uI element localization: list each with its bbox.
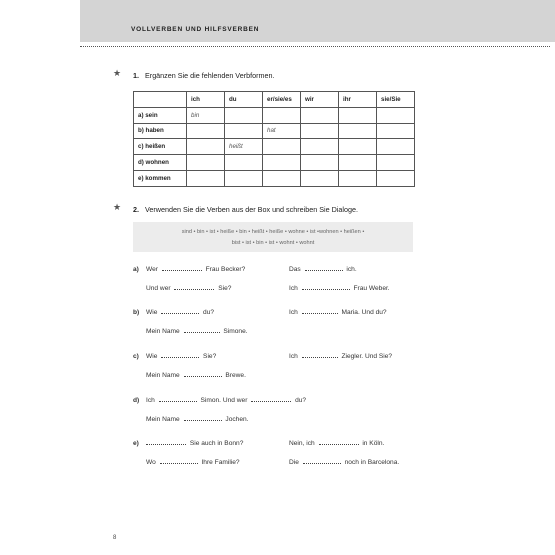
- table-cell: bin: [187, 107, 225, 123]
- star-icon: ★: [113, 68, 122, 78]
- word-box-line: bist • ist • bin • ist • wohnt • wohnt: [231, 240, 315, 246]
- dialog-label: c): [133, 353, 139, 360]
- dialog-text: Brewe.: [225, 372, 246, 379]
- answer-blank[interactable]: [161, 353, 199, 358]
- row-label: a) sein: [134, 107, 187, 123]
- dialog-a-line-1-right: [289, 266, 357, 273]
- dialog-text: Sie auch in Bonn?: [189, 440, 244, 447]
- dialog-a-line-2-right: [289, 285, 390, 292]
- table-row: [134, 139, 415, 155]
- dialog-e-line-1-left: [133, 440, 244, 447]
- table-cell: [187, 123, 225, 139]
- column-header: wir: [301, 92, 339, 108]
- table-cell: [301, 123, 339, 139]
- dialog-d-line-2: [146, 416, 249, 423]
- answer-blank[interactable]: [303, 459, 341, 464]
- table-cell: [339, 170, 377, 186]
- dialog-c-line-2-left: [146, 372, 246, 379]
- answer-blank[interactable]: [302, 285, 350, 290]
- table-cell: [377, 170, 415, 186]
- dialog-text: Das: [289, 266, 301, 273]
- row-label: d) wohnen: [134, 155, 187, 171]
- dialog-text: Ich: [289, 285, 298, 292]
- word-box: [133, 222, 413, 252]
- dialog-label: a): [133, 266, 139, 273]
- exercise-instruction: Ergänzen Sie die fehlenden Verbformen.: [145, 71, 275, 80]
- column-header: ich: [187, 92, 225, 108]
- dialog-text: Maria. Und du?: [341, 309, 387, 316]
- table-cell: [339, 123, 377, 139]
- dialog-text: Wo: [146, 459, 156, 466]
- exercise-instruction: Verwenden Sie die Verben aus der Box und schreiben Sie Dialoge.: [145, 205, 358, 214]
- table-row: [134, 170, 415, 186]
- verb-table: [133, 91, 415, 187]
- answer-blank[interactable]: [159, 397, 197, 402]
- table-cell: [187, 170, 225, 186]
- table-cell: [187, 139, 225, 155]
- table-cell: [263, 155, 301, 171]
- answer-blank[interactable]: [302, 309, 338, 314]
- row-label: e) kommen: [134, 170, 187, 186]
- table-cell: [377, 107, 415, 123]
- answer-blank[interactable]: [251, 397, 291, 402]
- dialog-text: Wie: [146, 309, 158, 316]
- answer-blank[interactable]: [160, 459, 198, 464]
- word-box-line: sind • bin • ist • heiße • bin • heißt • heiße • wohne • ist •wohnen • heißen •: [181, 229, 365, 235]
- table-cell: [301, 170, 339, 186]
- table-cell: [339, 107, 377, 123]
- page-number: 8: [113, 535, 117, 541]
- dialog-text: Sie?: [203, 353, 217, 360]
- dialog-e-line-2-right: [289, 459, 399, 466]
- dialog-text: Simon. Und wer: [200, 397, 248, 404]
- table-cell: [377, 123, 415, 139]
- dialog-text: Simone.: [223, 328, 248, 335]
- dialog-text: Ich: [289, 353, 298, 360]
- table-cell: [339, 139, 377, 155]
- table-cell: heißt: [225, 139, 263, 155]
- answer-blank[interactable]: [184, 328, 220, 333]
- table-cell: [301, 107, 339, 123]
- dialog-b-line-1-left: [133, 309, 215, 316]
- answer-blank[interactable]: [146, 440, 186, 445]
- dialog-text: Ich: [289, 309, 298, 316]
- dialog-label: b): [133, 309, 140, 316]
- dialog-text: Jochen.: [225, 416, 249, 423]
- dialog-label: d): [133, 397, 140, 404]
- row-label: b) haben: [134, 123, 187, 139]
- dialog-b-line-2-left: [146, 328, 248, 335]
- dialog-text: Ziegler. Und Sie?: [341, 353, 393, 360]
- dialog-text: Nein, ich: [289, 440, 315, 447]
- dotted-divider: [80, 46, 550, 47]
- table-cell: [225, 170, 263, 186]
- dialog-label: e): [133, 440, 139, 447]
- dialog-b-line-1-right: [289, 309, 387, 316]
- dialog-text: Wer: [146, 266, 158, 273]
- dialog-text: Ihre Familie?: [201, 459, 240, 466]
- dialog-text: du?: [203, 309, 215, 316]
- answer-blank[interactable]: [184, 372, 222, 377]
- dialog-text: Mein Name: [146, 372, 180, 379]
- dialog-text: Wie: [146, 353, 158, 360]
- dialog-text: Und wer: [146, 285, 171, 292]
- dialog-e-line-2-left: [146, 459, 240, 466]
- answer-blank[interactable]: [302, 353, 338, 358]
- dialog-text: Ich: [146, 397, 155, 404]
- column-header: sie/Sie: [377, 92, 415, 108]
- dialog-text: Mein Name: [146, 416, 180, 423]
- header-band: [80, 0, 555, 42]
- answer-blank[interactable]: [161, 309, 199, 314]
- table-cell: [377, 139, 415, 155]
- dialog-text: Frau Weber.: [353, 285, 390, 292]
- table-cell: [263, 107, 301, 123]
- table-header-row: [134, 92, 415, 108]
- table-row: [134, 107, 415, 123]
- column-header: du: [225, 92, 263, 108]
- dialog-text: in Köln.: [362, 440, 385, 447]
- table-cell: [301, 139, 339, 155]
- dialog-text: Mein Name: [146, 328, 180, 335]
- exercise-number: 1.: [133, 71, 139, 80]
- dialog-a-line-2-left: [146, 285, 231, 292]
- answer-blank[interactable]: [305, 266, 343, 271]
- dialog-text: du?: [295, 397, 307, 404]
- dialog-a-line-1-left: [133, 266, 246, 273]
- column-header: ihr: [339, 92, 377, 108]
- dialog-text: ich.: [346, 266, 357, 273]
- exercise-2-title: [133, 205, 358, 214]
- table-cell: [263, 170, 301, 186]
- row-label: c) heißen: [134, 139, 187, 155]
- star-icon: ★: [113, 202, 122, 212]
- table-cell: [225, 155, 263, 171]
- table-cell: [263, 139, 301, 155]
- exercise-number: 2.: [133, 205, 139, 214]
- dialog-d-line-1: [133, 397, 307, 404]
- table-corner-cell: [134, 92, 187, 108]
- table-cell: [377, 155, 415, 171]
- table-row: [134, 155, 415, 171]
- answer-blank[interactable]: [162, 266, 202, 271]
- table-cell: hat: [263, 123, 301, 139]
- table-row: [134, 123, 415, 139]
- dialog-c-line-1-right: [289, 353, 392, 360]
- answer-blank[interactable]: [184, 416, 222, 421]
- table-cell: [301, 155, 339, 171]
- dialog-e-line-1-right: [289, 440, 384, 447]
- table-cell: [187, 155, 225, 171]
- table-cell: [225, 123, 263, 139]
- table-cell: [225, 107, 263, 123]
- exercise-1-title: [133, 71, 274, 80]
- answer-blank[interactable]: [319, 440, 359, 445]
- table-cell: [339, 155, 377, 171]
- answer-blank[interactable]: [174, 285, 214, 290]
- dialog-text: Die: [289, 459, 299, 466]
- dialog-c-line-1-left: [133, 353, 217, 360]
- section-title: VOLLVERBEN UND HILFSVERBEN: [131, 26, 260, 33]
- dialog-text: Sie?: [218, 285, 232, 292]
- dialog-text: noch in Barcelona.: [344, 459, 400, 466]
- column-header: er/sie/es: [263, 92, 301, 108]
- dialog-text: Frau Becker?: [205, 266, 246, 273]
